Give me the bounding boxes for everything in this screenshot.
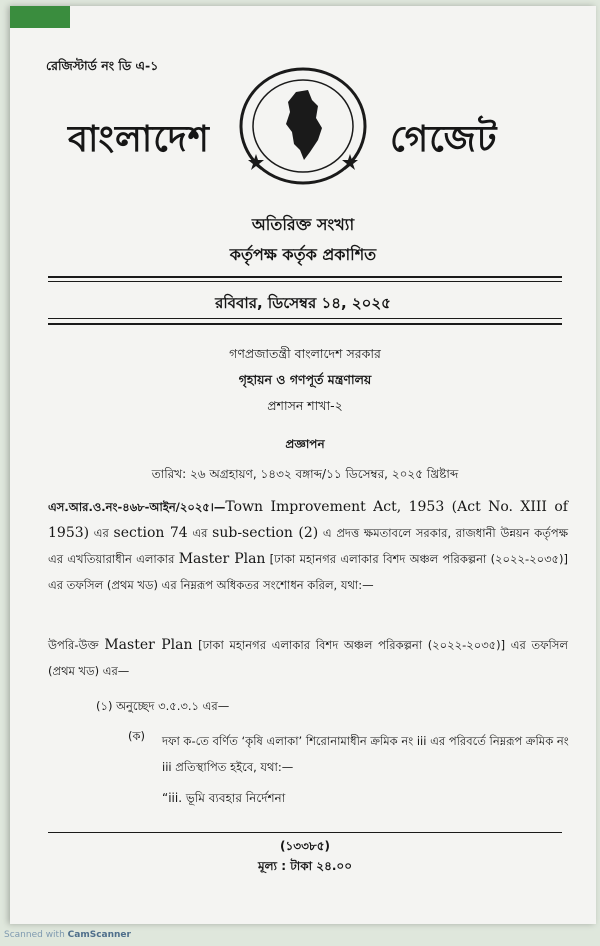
header-rule-bottom-thin <box>48 318 562 319</box>
paragraph-main <box>48 494 568 598</box>
government-seal-icon <box>238 66 368 186</box>
p1-mid3: এ প্রদত্ত ক্ষমতাবলে সরকার, রাজধানী উন্নয়ন কর্তৃপক্ষ এর এখতিয়ারাধীন এলাকার <box>48 526 569 566</box>
title-bangladesh: বাংলাদেশ <box>68 119 210 160</box>
p2-end: [ঢাকা মহানগর এলাকার বিশদ অঞ্চল পরিকল্পনা (২০২২-২০৩৫)] এর তফসিল (প্রথম খড) এর— <box>48 638 568 678</box>
gazette-page <box>10 6 596 924</box>
sub-item-text: দফা ক-তে বর্ণিত ‘কৃষি এলাকা’ শিরোনামাধীন ক্রমিক নং iii এর পরিবর্তে নিম্নরূপ ক্রমিক নং iii প্রতিস্থাপিত হইবে, যথা:— <box>162 734 569 774</box>
price-label: মূল্য : টাকা ২৪.০০ <box>257 859 353 873</box>
published-by-label: কর্তৃপক্ষ কর্তৃক প্রকাশিত <box>229 245 377 264</box>
quoted-item: “iii. ভূমি ব্যবহার নির্দেশনা <box>162 791 286 805</box>
master-plan-ref-2: Master Plan <box>104 637 193 653</box>
header-rule-top-thin <box>48 281 562 282</box>
header-rule-bottom <box>48 323 562 325</box>
sro-number: এস.আর.ও.নং-৪৬৮-আইন/২০২৫।— <box>48 500 226 514</box>
notice-title: প্রজ্ঞাপন <box>285 437 325 451</box>
scanner-watermark: Scanned with CamScanner <box>4 930 131 940</box>
government-name: গণপ্রজাতন্ত্রী বাংলাদেশ সরকার <box>229 346 381 361</box>
list-item-1: (১) অনুচ্ছেদ ৩.৫.৩.১ এর— <box>96 699 230 713</box>
issue-date: রবিবার, ডিসেম্বর ১৪, ২০২৫ <box>215 294 391 312</box>
branch-name: প্রশাসন শাখা-২ <box>267 398 343 413</box>
subsection-ref: sub-section (2) <box>212 525 319 541</box>
master-plan-ref: Master Plan <box>178 551 266 567</box>
footer-rule <box>48 832 562 833</box>
green-cover-corner <box>10 6 70 28</box>
ministry-name: গৃহায়ন ও গণপূর্ত মন্ত্রণালয় <box>238 372 372 387</box>
p1-mid1: এর <box>89 526 114 540</box>
section-ref: section 74 <box>113 525 188 541</box>
paragraph-amendment <box>48 632 568 684</box>
title-gazette: গেজেট <box>390 119 498 160</box>
act-title: Town Improvement Act, 1953 (Act No. XIII of 1953) <box>48 499 568 541</box>
extra-issue-label: অতিরিক্ত সংখ্যা <box>251 215 355 234</box>
p1-end: [ঢাকা মহানগর এলাকার বিশদ অঞ্চল পরিকল্পনা (২০২২-২০৩৫)] এর তফসিল (প্রথম খড) এর নিম্নরূপ অধিকতর সংশোধন করিল, যথা:— <box>48 552 568 592</box>
sub-item-label: (ক) <box>128 729 146 743</box>
page-number: (১৩৩৮৫) <box>280 839 330 853</box>
header-rule-top <box>48 276 562 278</box>
notice-date: তারিখ: ২৬ অগ্রহায়ণ, ১৪৩২ বঙ্গাব্দ/১১ ডিসেম্বর, ২০২৫ খ্রিষ্টাব্দ <box>151 467 459 481</box>
registration-number: রেজিস্টার্ড নং ডি এ-১ <box>46 58 159 73</box>
p2-start: উপরি-উক্ত <box>48 638 105 652</box>
p1-mid2: এর <box>187 526 213 540</box>
